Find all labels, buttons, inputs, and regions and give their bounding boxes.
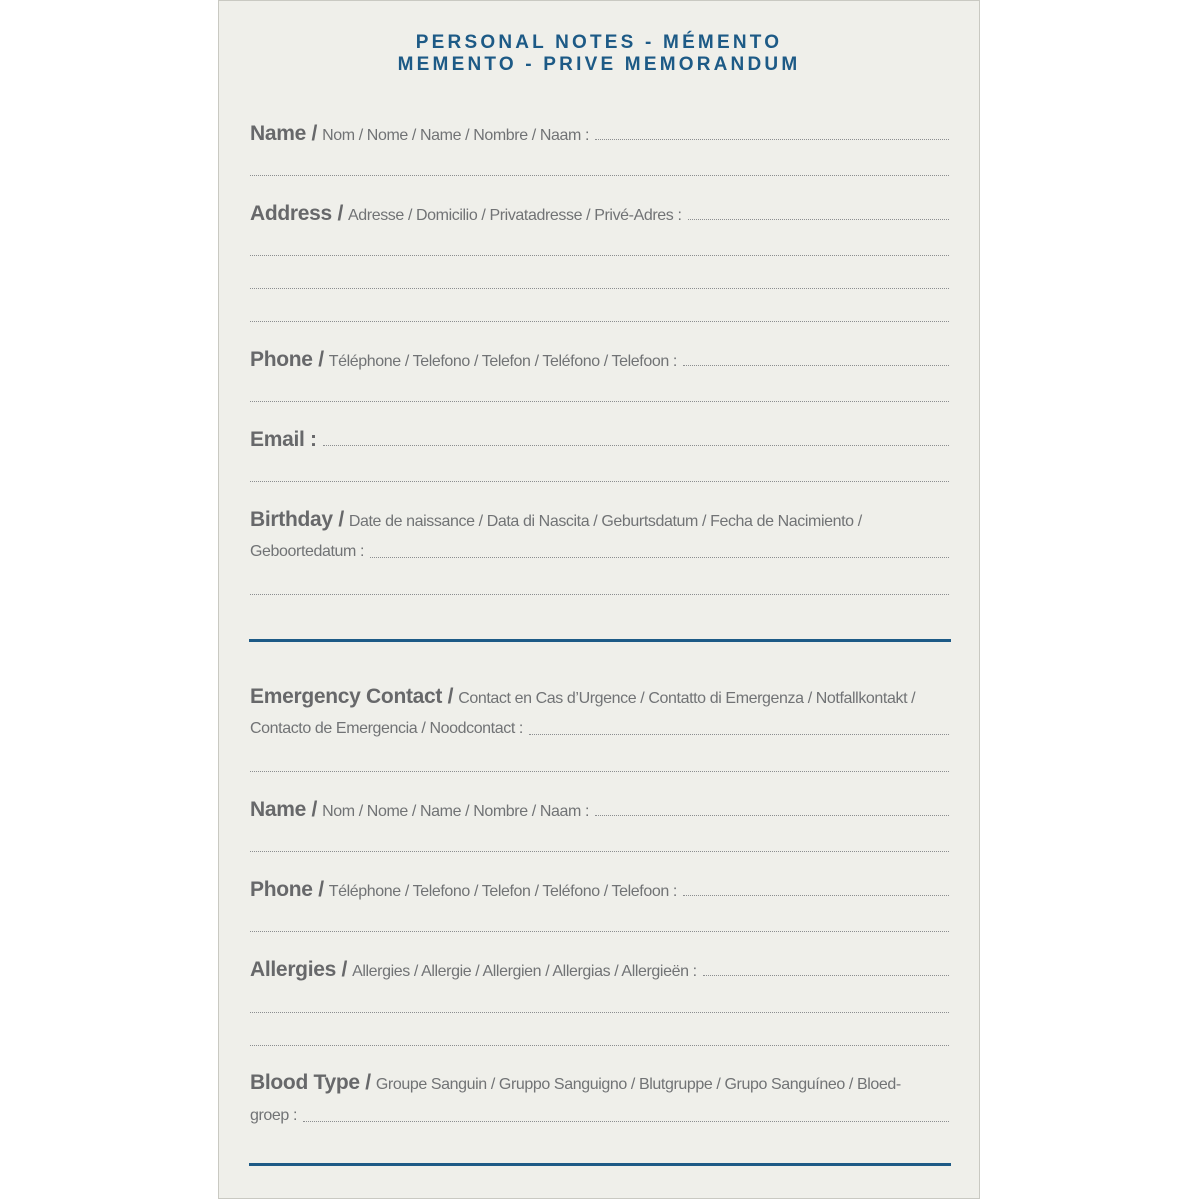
- address-extra-line[interactable]: [250, 288, 949, 289]
- memo-page: [218, 0, 980, 1199]
- ec-name-field[interactable]: [250, 798, 949, 822]
- email-fill-line: [323, 444, 949, 446]
- section-divider: [249, 639, 951, 642]
- email-label: Email :: [250, 428, 317, 451]
- allergies-label: Allergies /: [250, 958, 348, 981]
- phone-extra-line[interactable]: [250, 401, 949, 402]
- emergency-contact-field: [250, 685, 949, 709]
- allergies-extra-line[interactable]: [250, 1045, 949, 1046]
- birthday-field: [250, 508, 949, 532]
- ec-name-fill-line: [595, 814, 949, 816]
- address-label: Address /: [250, 202, 343, 225]
- ec-phone-field[interactable]: [250, 878, 949, 902]
- name-translations: Nom / Nome / Name / Nombre / Naam :: [322, 127, 590, 144]
- emergency-contact-fill-line: [529, 733, 949, 735]
- address-extra-line[interactable]: [250, 255, 949, 256]
- address-fill-line: [688, 218, 950, 220]
- name-label: Name /: [250, 122, 318, 145]
- emergency-contact-field-line2[interactable]: [250, 720, 949, 738]
- allergies-field[interactable]: [250, 958, 949, 982]
- phone-translations: Téléphone / Telefono / Telefon / Teléfono / Telefoon :: [328, 353, 677, 370]
- phone-label: Phone /: [250, 348, 324, 371]
- ec-phone-extra-line[interactable]: [250, 931, 949, 932]
- emergency-contact-label: Emergency Contact /: [250, 685, 454, 708]
- emergency-contact-extra-line[interactable]: [250, 771, 949, 772]
- ec-phone-translations: Téléphone / Telefono / Telefon / Teléfono / Telefoon :: [328, 883, 677, 900]
- email-field[interactable]: [250, 428, 949, 452]
- ec-phone-label: Phone /: [250, 878, 324, 901]
- allergies-fill-line: [703, 974, 949, 976]
- phone-field[interactable]: [250, 348, 949, 372]
- address-extra-line[interactable]: [250, 321, 949, 322]
- blood-type-translations-cont: groep :: [250, 1107, 298, 1124]
- page-subtitle: MEMENTO - PRIVE MEMORANDUM: [397, 54, 801, 75]
- address-field[interactable]: [250, 202, 949, 226]
- name-extra-line[interactable]: [250, 175, 949, 176]
- birthday-field-line2[interactable]: [250, 543, 949, 561]
- blood-type-fill-line: [303, 1120, 949, 1122]
- blood-type-field-line2[interactable]: [250, 1107, 949, 1125]
- birthday-label: Birthday /: [250, 508, 344, 531]
- birthday-translations: Date de naissance / Data di Nascita / Geburtsdatum / Fecha de Nacimiento /: [348, 513, 862, 530]
- emergency-contact-translations: Contact en Cas d’Urgence / Contatto di Emergenza / Notfallkontakt /: [458, 690, 916, 707]
- ec-phone-fill-line: [683, 894, 949, 896]
- birthday-extra-line[interactable]: [250, 594, 949, 595]
- ec-name-translations: Nom / Nome / Name / Nombre / Naam :: [322, 803, 590, 820]
- page-title: PERSONAL NOTES - MÉMENTO: [415, 32, 783, 53]
- birthday-fill-line: [370, 556, 949, 558]
- ec-name-label: Name /: [250, 798, 318, 821]
- blood-type-label: Blood Type /: [250, 1071, 371, 1094]
- allergies-extra-line[interactable]: [250, 1012, 949, 1013]
- blood-type-field: [250, 1071, 949, 1095]
- blood-type-translations: Groupe Sanguin / Gruppo Sanguigno / Blutgruppe / Grupo Sanguíneo / Bloed-: [375, 1076, 901, 1093]
- phone-fill-line: [683, 364, 949, 366]
- address-translations: Adresse / Domicilio / Privatadresse / Privé-Adres :: [348, 207, 682, 224]
- ec-name-extra-line[interactable]: [250, 851, 949, 852]
- allergies-translations: Allergies / Allergie / Allergien / Allergias / Allergieën :: [352, 963, 697, 980]
- email-extra-line[interactable]: [250, 481, 949, 482]
- birthday-translations-cont: Geboortedatum :: [250, 543, 365, 560]
- name-field[interactable]: [250, 122, 949, 146]
- name-fill-line: [595, 138, 949, 140]
- bottom-divider: [249, 1163, 951, 1166]
- emergency-contact-translations-cont: Contacto de Emergencia / Noodcontact :: [250, 720, 523, 737]
